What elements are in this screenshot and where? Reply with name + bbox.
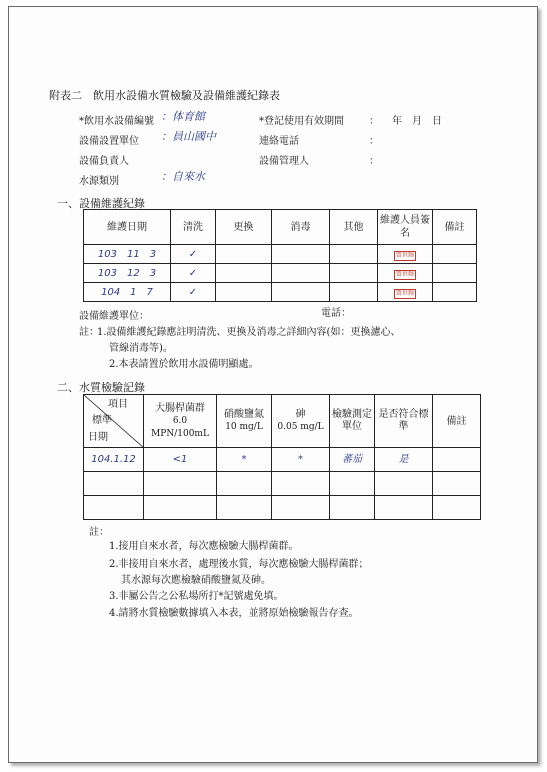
- manager-label: 設備管理人: [259, 156, 309, 167]
- maintenance-date: 104 1 7: [84, 283, 171, 302]
- maintenance-note-1-cont: 管線消毒等)。: [109, 343, 173, 354]
- disinfect-cell: [272, 264, 330, 283]
- maintenance-date: 103 12 3: [84, 264, 171, 283]
- phone-colon: ：: [369, 136, 379, 147]
- remark-cell: [433, 283, 477, 302]
- empty-cell: [375, 472, 433, 496]
- other-cell: [330, 264, 378, 283]
- valid-period-date: 年 月 日: [392, 116, 442, 127]
- empty-cell: [330, 472, 375, 496]
- maintenance-note-1: 1.設備維護紀錄應註明清洗、更換及消毒之詳細內容(如：更換濾心、: [97, 327, 401, 338]
- nitrate-std: 10 mg/L: [225, 422, 263, 432]
- clean-check-icon: ✓: [171, 283, 216, 302]
- header-pass: 是否符合標準: [375, 395, 433, 448]
- source-type-label: 水源類別: [79, 176, 119, 187]
- table-row: [84, 472, 481, 496]
- arsenic-name: 砷: [295, 409, 306, 420]
- empty-cell: [217, 496, 272, 520]
- signature-cell: [378, 245, 433, 264]
- header-item-std-date: [84, 395, 144, 448]
- header-clean: 清洗: [171, 210, 216, 245]
- maintenance-unit-label: 設備維護單位：: [79, 311, 149, 322]
- header-other: 其他: [330, 210, 378, 245]
- nitrate-name: 硝酸鹽氮: [224, 409, 264, 420]
- header-date: 維護日期: [84, 210, 171, 245]
- arsenic-value: *: [272, 448, 330, 472]
- location-label: 設備設置單位: [79, 136, 139, 147]
- maintenance-note-2: 2.本表請置於飲用水設備明顯處。: [109, 359, 259, 370]
- header-remark: 備註: [433, 210, 477, 245]
- valid-period-label: *登記使用有效期間: [259, 116, 344, 127]
- maintenance-section-title: 一、設備維護紀錄: [57, 197, 145, 210]
- quality-section-title: 二、水質檢驗記錄: [57, 381, 145, 394]
- other-cell: [330, 283, 378, 302]
- disinfect-cell: [272, 245, 330, 264]
- empty-cell: [433, 496, 481, 520]
- maintenance-note-lead: 註：: [79, 327, 99, 338]
- empty-cell: [330, 496, 375, 520]
- other-cell: [330, 245, 378, 264]
- coliform-name: 大腸桿菌群: [155, 402, 205, 414]
- header-arsenic: [272, 395, 330, 448]
- table-row: [84, 496, 481, 520]
- disinfect-cell: [272, 283, 330, 302]
- empty-cell: [84, 472, 144, 496]
- header-item: 項目: [108, 399, 128, 410]
- form-page: [8, 6, 538, 763]
- remark-cell: [433, 448, 481, 472]
- table-row: [84, 283, 477, 302]
- quality-note-1: 1.接用自來水者，每次應檢驗大腸桿菌群。: [109, 541, 299, 552]
- empty-cell: [84, 496, 144, 520]
- quality-header-row: [84, 395, 481, 448]
- table-row: [84, 245, 477, 264]
- equipment-no-label: *飲用水設備編號: [79, 116, 154, 127]
- replace-cell: [216, 283, 272, 302]
- phone-label: 連絡電話: [259, 136, 299, 147]
- empty-cell: [433, 472, 481, 496]
- header-remark: 備註: [433, 395, 481, 448]
- manager-colon: ：: [369, 156, 379, 167]
- empty-cell: [272, 496, 330, 520]
- header-disinfect: 消毒: [272, 210, 330, 245]
- signature-stamp: 曾世輝: [395, 251, 414, 259]
- remark-cell: [433, 264, 477, 283]
- empty-cell: [272, 472, 330, 496]
- empty-cell: [375, 496, 433, 520]
- signature-cell: [378, 283, 433, 302]
- replace-cell: [216, 264, 272, 283]
- clean-check-icon: ✓: [171, 264, 216, 283]
- quality-note-2-cont: 其水源每次應檢驗硝酸鹽氮及砷。: [121, 575, 271, 586]
- maintenance-date: 103 11 3: [84, 245, 171, 264]
- coliform-std: 6.0 MPN/100mL: [151, 415, 209, 439]
- maintenance-phone-label: 電話：: [321, 308, 351, 319]
- signature-stamp: 曾世輝: [395, 289, 414, 297]
- replace-cell: [216, 245, 272, 264]
- quality-note-3: 3.非屬公告之公私場所打*記號處免填。: [109, 591, 284, 602]
- header-replace: 更換: [216, 210, 272, 245]
- lab-value: 蕃茄: [330, 448, 375, 472]
- header-std: 標準: [92, 415, 112, 426]
- header-lab: 檢驗測定單位: [330, 395, 375, 448]
- equipment-no-value: ：体育館: [161, 110, 205, 123]
- quality-date: 104.1.12: [84, 448, 144, 472]
- empty-cell: [217, 472, 272, 496]
- empty-cell: [144, 496, 217, 520]
- pass-value: 是: [375, 448, 433, 472]
- location-value: ：員山國中: [161, 130, 216, 143]
- quality-note-lead: 註：: [89, 527, 109, 538]
- header-coliform: [144, 395, 217, 448]
- quality-table: [83, 394, 481, 520]
- remark-cell: [433, 245, 477, 264]
- empty-cell: [144, 472, 217, 496]
- table-row: [84, 264, 477, 283]
- valid-period-colon: ：: [369, 116, 379, 127]
- maintenance-table: [83, 209, 477, 302]
- quality-note-2: 2.非接用自來水者，處理後水質，每次應檢驗大腸桿菌群；: [109, 559, 369, 570]
- nitrate-value: *: [217, 448, 272, 472]
- header-signature: 維護人員簽名: [378, 210, 433, 245]
- header-nitrate: [217, 395, 272, 448]
- arsenic-std: 0.05 mg/L: [277, 422, 324, 432]
- coliform-value: <1: [144, 448, 217, 472]
- quality-note-4: 4.請將水質檢驗數據填入本表，並將原始檢驗報告存查。: [109, 608, 359, 619]
- source-type-value: ：自來水: [161, 170, 205, 183]
- signature-stamp: 曾世輝: [395, 270, 414, 278]
- header-date: 日期: [88, 432, 108, 443]
- table-row: [84, 448, 481, 472]
- signature-cell: [378, 264, 433, 283]
- clean-check-icon: ✓: [171, 245, 216, 264]
- owner-label: 設備負責人: [79, 156, 129, 167]
- maintenance-header-row: [84, 210, 477, 245]
- form-title: 附表二 飲用水設備水質檢驗及設備維護紀錄表: [49, 89, 280, 102]
